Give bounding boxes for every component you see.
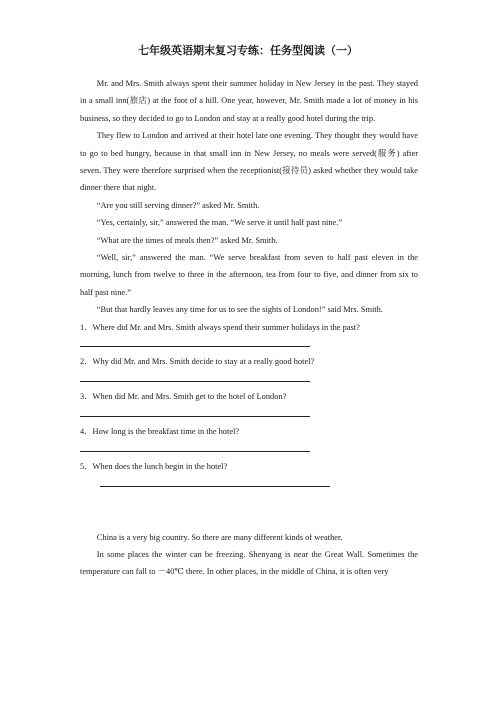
answer-line-4[interactable]: [80, 440, 418, 457]
passage1-dialogue-4: “Well, sir,” answered the man. “We serve breakfast from seven to half past eleven in the morning, lunch from twelve to three in the afternoon, tea from four to five, and dinner from six to half past nine.”: [80, 253, 418, 297]
passage2-paragraph-1: China is a very big country. So there are many different kinds of weather.: [96, 532, 343, 542]
question-3: 3．When did Mr. and Mrs. Smith get to the hotel of London?: [80, 392, 287, 402]
section-gap: [80, 493, 418, 511]
question-4: 4．How long is the breakfast time in the hotel?: [80, 427, 240, 437]
section-gap-2: [80, 511, 418, 529]
answer-line-1[interactable]: [80, 336, 418, 353]
page-title: 七年级英语期末复习专练：任务型阅读（一）: [138, 44, 358, 57]
passage1-dialogue-5: “But that hardly leaves any time for us to see the sights of London!” said Mrs. Smith.: [96, 305, 383, 315]
answer-line-3[interactable]: [80, 406, 418, 423]
passage1-dialogue-1: “Are you still serving dinner?” asked Mr. Smith.: [96, 200, 260, 210]
answer-line-2[interactable]: [80, 371, 418, 388]
passage1-paragraph-1: Mr. and Mrs. Smith always spent their summer holiday in New Jersey in the past. They stayed in a small inn(旅店) at the foot of a hill. One year, however, Mr. Smith made a lot of money in his business, so they decided to go to London and stay at a really good hotel during the trip.: [80, 79, 418, 123]
passage1-dialogue-3: “What are the times of meals then?” asked Mr. Smith.: [96, 235, 278, 245]
passage1-paragraph-2: They flew to London and arrived at their hotel late one evening. They thought they would have to go to bed hungry, because in that small inn in New Jersey, no meals were served(服务) after seven. They were therefore surprised when the receptionist(接待员) asked whether they would take dinner there that night.: [80, 131, 418, 193]
document-body: [80, 75, 418, 581]
passage1-dialogue-2: “Yes, certainly, sir,” answered the man. “We serve it until half past nine.”: [96, 218, 343, 228]
answer-line-5[interactable]: [80, 475, 418, 492]
question-2: 2．Why did Mr. and Mrs. Smith decide to stay at a really good hotel?: [80, 357, 315, 367]
question-1: 1．Where did Mr. and Mrs. Smith always spend their summer holidays in the past?: [80, 322, 360, 332]
question-5: 5．When does the lunch begin in the hotel?: [80, 461, 228, 471]
passage2-paragraph-2: In some places the winter can be freezing. Shenyang is near the Great Wall. Sometimes the temperature can fall to －40℃ there. In other places, in the middle of China, it is often very: [80, 550, 418, 577]
